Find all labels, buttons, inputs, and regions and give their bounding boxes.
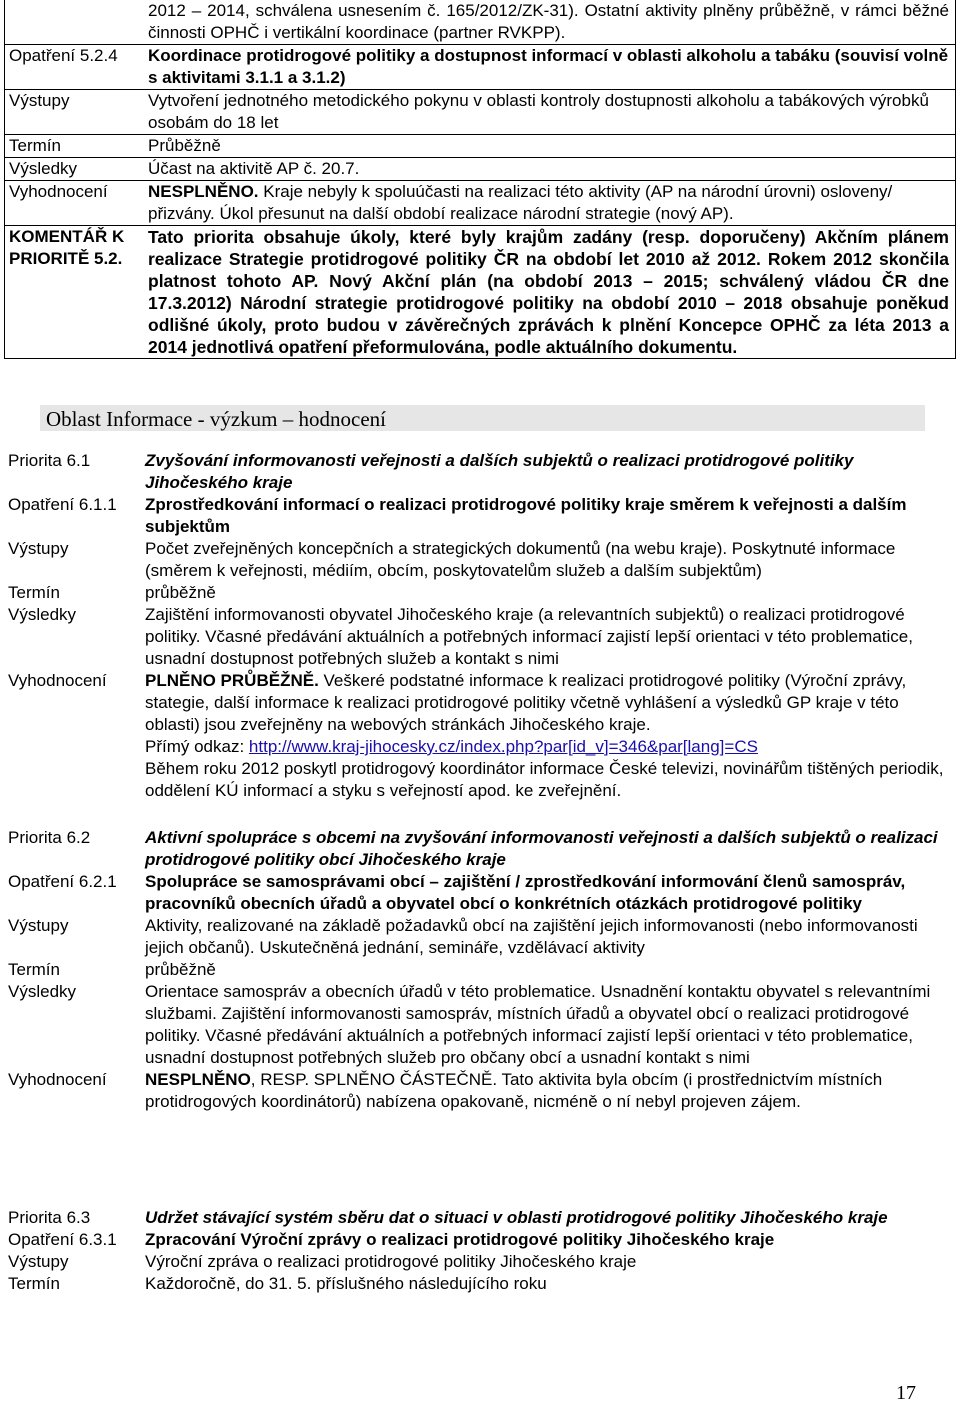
vystupy-label: Výstupy bbox=[8, 1252, 69, 1271]
opatreni-label: Opatření 6.1.1 bbox=[8, 495, 117, 514]
termin-label: Termín bbox=[8, 1274, 60, 1293]
vystupy-label: Výstupy bbox=[5, 90, 146, 135]
vysledky-text: Zajištění informovanosti obyvatel Jihočeského kraje (a relevantních subjektů) o realizaci protidrogové politiky. Včasné předávání aktuálních a potřebných informací zajistí lepší orientaci v této problematice, usnadní dostupnost potřebných služeb a kontakt s nimi bbox=[145, 605, 913, 668]
vysledky-label: Výsledky bbox=[5, 158, 146, 181]
opatreni-label: Opatření 6.2.1 bbox=[8, 872, 117, 891]
priorita-text: Udržet stávající systém sběru dat o situaci v oblasti protidrogové politiky Jihočeského kraje bbox=[145, 1208, 888, 1227]
vyhodnoceni-text: Veškeré podstatné informace k realizaci protidrogové politiky (Výroční zprávy, stategie, další informace k realizaci protidrogové politiky včetně vyhlášení a výsledků GP kraje v této oblasti) jsou zveřejněny na webových stránkách Jihočeského kraje. bbox=[145, 671, 907, 734]
vyhodnoceni-cell bbox=[145, 181, 956, 226]
priorita-label: Priorita 6.1 bbox=[8, 451, 91, 470]
termin-label: Termín bbox=[8, 960, 60, 979]
opatreni-text: Zpracování Výroční zprávy o realizaci protidrogové politiky Jihočeského kraje bbox=[145, 1230, 775, 1249]
opatreni-label: Opatření 5.2.4 bbox=[5, 45, 146, 90]
link-prefix: Přímý odkaz: bbox=[145, 737, 249, 756]
priorita-text: Aktivní spolupráce s obcemi na zvyšování informovanosti veřejnosti a dalších subjektů o realizaci protidrogové politiky obcí Jihočeského kraje bbox=[145, 828, 938, 869]
vyhodnoceni-label: Vyhodnocení bbox=[8, 671, 107, 690]
vyhodnoceni-text: , RESP. SPLNĚNO ČÁSTEČNĚ. Tato aktivita byla obcím (i prostřednictvím místních protidrogových koordinátorů) nabízena opakovaně, nicméně o ní nebyl projeven zájem. bbox=[145, 1070, 883, 1111]
top-table bbox=[4, 0, 956, 359]
vystupy-text: Výroční zpráva o realizaci protidrogové politiky Jihočeského kraje bbox=[145, 1252, 637, 1271]
termin-text: průběžně bbox=[145, 960, 216, 979]
termin-label: Termín bbox=[5, 135, 146, 158]
vysledky-label: Výsledky bbox=[8, 605, 77, 624]
priority-6-3-table bbox=[8, 1207, 953, 1295]
vystupy-label: Výstupy bbox=[8, 916, 69, 935]
vyhodnoceni-label: Vyhodnocení bbox=[8, 1070, 107, 1089]
vyhodnoceni-cell bbox=[145, 670, 953, 802]
web-link[interactable]: http://www.kraj-jihocesky.cz/index.php?par[id_v]=346&par[lang]=CS bbox=[248, 737, 758, 756]
priorita-label: Priorita 6.2 bbox=[8, 828, 91, 847]
termin-text: Každoročně, do 31. 5. příslušného následujícího roku bbox=[145, 1274, 547, 1293]
status-badge: NESPLNĚNO bbox=[145, 1070, 251, 1089]
vysledky-text: Účast na aktivitě AP č. 20.7. bbox=[145, 158, 956, 181]
termin-label: Termín bbox=[8, 583, 60, 602]
page-number: 17 bbox=[896, 1382, 916, 1404]
vystupy-label: Výstupy bbox=[8, 539, 69, 558]
vyhodnoceni-text: Kraje nebyly k spoluúčasti na realizaci této aktivity (AP na národní úrovni) osloveny/ přizvány. Úkol přesunut na další období realizace národní strategie (nový AP). bbox=[148, 182, 893, 223]
vysledky-label: Výsledky bbox=[8, 982, 77, 1001]
priority-6-2-table bbox=[8, 827, 953, 1113]
termin-text: Průběžně bbox=[145, 135, 956, 158]
termin-text: průběžně bbox=[145, 583, 216, 602]
section-heading: Oblast Informace - výzkum – hodnocení bbox=[40, 405, 925, 431]
vystupy-text: Vytvoření jednotného metodického pokynu v oblasti kontroly dostupnosti alkoholu a tabákových výrobků osobám do 18 let bbox=[145, 90, 956, 135]
opatreni-label: Opatření 6.3.1 bbox=[8, 1230, 117, 1249]
vyhodnoceni-label: Vyhodnocení bbox=[5, 181, 146, 226]
opatreni-text: Zprostředkování informací o realizaci protidrogové politiky kraje směrem k veřejnosti a dalším subjektům bbox=[145, 495, 907, 536]
opatreni-text: Koordinace protidrogové politiky a dostupnost informací v oblasti alkoholu a tabáku (souvisí volně s aktivitami 3.1.1 a 3.1.2) bbox=[145, 45, 956, 90]
komentar-label: KOMENTÁŘ K PRIORITĚ 5.2. bbox=[5, 226, 146, 359]
status-badge: NESPLNĚNO. bbox=[148, 182, 259, 201]
continuation-text: 2012 – 2014, schválena usnesením č. 165/2012/ZK-31). Ostatní aktivity plněny průběžně, v rámci běžné činnosti OPHČ i vertikální koordinace (partner RVKPP). bbox=[148, 1, 949, 42]
vyhodnoceni-text-2: Během roku 2012 poskytl protidrogový koordinátor informace České televizi, novinářům tištěných periodik, oddělení KÚ informací a styku s veřejností apod. ke zveřejnění. bbox=[145, 759, 944, 800]
priorita-text: Zvyšování informovanosti veřejnosti a dalších subjektů o realizaci protidrogové politiky Jihočeského kraje bbox=[145, 451, 854, 492]
komentar-text: Tato priorita obsahuje úkoly, které byly krajům zadány (resp. doporučeny) Akčním plánem realizace Strategie protidrogové politiky ČR na období let 2010 až 2012. Rokem 2012 skončila platnost tohoto AP. Nový Akční plán (na období 2013 – 2015; schválený vládou ČR dne 17.3.2012) Národní strategie protidrogové politiky na období 2010 – 2018 obsahuje poněkud odlišné úkoly, proto budou v závěrečných zprávách k plnění Koncepce OPHČ za léta 2013 a 2014 jednotlivá opatření přeformulována, podle aktuálního dokumentu. bbox=[145, 226, 956, 359]
vystupy-text: Aktivity, realizované na základě požadavků obcí na zajištění jejich informovanosti (nebo informovanosti jejich občanů). Uskutečněná jednání, semináře, vzdělávací aktivity bbox=[145, 916, 918, 957]
vystupy-text: Počet zveřejněných koncepčních a strategických dokumentů (na webu kraje). Poskytnuté informace (směrem k veřejnosti, médiím, obcím, poskytovatelům služeb a dalším subjektům) bbox=[145, 539, 896, 580]
vysledky-text: Orientace samospráv a obecních úřadů v této problematice. Usnadnění kontaktu obyvatel s relevantními službami. Zajištění informovanosti samospráv, místních úřadů a obyvatel obcí o realizaci protidrogové politiky. Včasné předávání aktuálních a potřebných informací zajistí lepší orientaci v této problematice, usnadní dostupnost potřebných služeb pro občany obcí a usnadní kontakt s nimi bbox=[145, 982, 931, 1067]
opatreni-text: Spolupráce se samosprávami obcí – zajištění / zprostředkování informování členů samospráv, pracovníků obecních úřadů a obyvatel obcí o konkrétních otázkách protidrogové politiky bbox=[145, 872, 906, 913]
priorita-label: Priorita 6.3 bbox=[8, 1208, 91, 1227]
vyhodnoceni-cell bbox=[145, 1069, 953, 1113]
status-badge: PLNĚNO PRŮBĚŽNĚ. bbox=[145, 671, 319, 690]
priority-6-1-table bbox=[8, 450, 953, 802]
